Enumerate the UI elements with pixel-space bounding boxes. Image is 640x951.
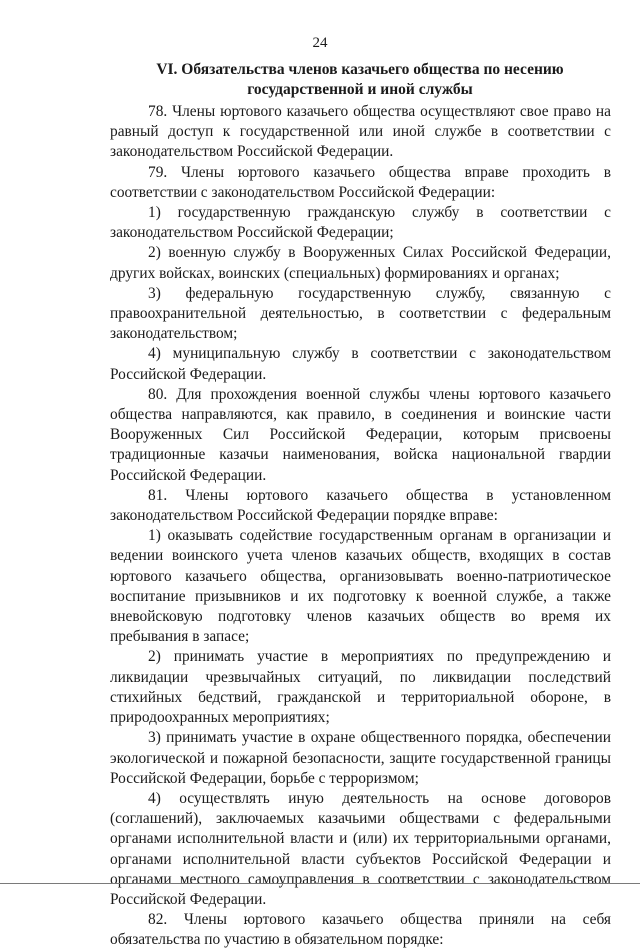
paragraph-81-item-3: 3) принимать участие в охране общественного порядка, обеспечении экологической и пожарной безопасности, защите государственной границы Российской Федерации, борьбе с терроризмом;	[110, 729, 611, 787]
paragraph-81-item-1: 1) оказывать содействие государственным органам в организации и ведении воинского учета членов казачьих обществ, входящих в состав юртового казачьего общества, организовывать военно-патриотическое воспитание призывников и их подготовку к военной службе, а также вневойсковую подготовку членов казачьих обществ во время их пребывания в запасе;	[110, 527, 611, 646]
section-title-line-1: VI. Обязательства членов казачьего общества по несению	[156, 61, 564, 78]
paragraph-78: 78. Члены юртового казачьего общества осуществляют свое право на равный доступ к государственной или иной службе в соответствии с законодательством Российской Федерации.	[110, 103, 611, 161]
section-title	[110, 60, 610, 100]
paragraph-79-item-4: 4) муниципальную службу в соответствии с законодательством Российской Федерации.	[110, 345, 611, 383]
paragraph-79-item-3: 3) федеральную государственную службу, связанную с правоохранительной деятельностью, в соответствии с федеральным законодательством;	[110, 284, 611, 343]
paragraph-80: 80. Для прохождения военной службы члены юртового казачьего общества направляются, как правило, в соединения и воинские части Вооруженных Сил Российской Федерации, которым присвоены традиционные казачьи наименования, войска национальной гвардии Российской Федерации.	[110, 385, 611, 484]
document-body	[110, 102, 611, 951]
paragraph-81: 81. Члены юртового казачьего общества в установленном законодательством Российской Федерации порядке вправе:	[110, 486, 611, 525]
page-bottom-rule	[0, 883, 640, 884]
paragraph-82: 82. Члены юртового казачьего общества приняли на себя обязательства по участию в обязательном порядке:	[110, 911, 611, 949]
page-number: 24	[312, 35, 328, 51]
paragraph-79-item-1: 1) государственную гражданскую службу в соответствии с законодательством Российской Федерации;	[110, 204, 611, 242]
paragraph-81-item-4: 4) осуществлять иную деятельность на основе договоров (соглашений), заключаемых казачьими обществами с федеральными органами исполнительной власти и (или) их территориальными органами, органами исполнительной власти субъектов Российской Федерации и органами местного самоуправления в соответствии с законодательством Российской Федерации.	[110, 789, 611, 908]
paragraph-79: 79. Члены юртового казачьего общества вправе проходить в соответствии с законодательством Российской Федерации:	[110, 163, 611, 201]
paragraph-79-item-2: 2) военную службу в Вооруженных Силах Российской Федерации, других войсках, воинских (специальных) формированиях и органах;	[110, 244, 611, 282]
paragraph-81-item-2: 2) принимать участие в мероприятиях по предупреждению и ликвидации чрезвычайных ситуаций, по ликвидации последствий стихийных бедствий, гражданской и территориальной обороне, в природоохранных мероприятиях;	[110, 648, 611, 727]
section-title-line-2: государственной и иной службы	[247, 81, 473, 98]
